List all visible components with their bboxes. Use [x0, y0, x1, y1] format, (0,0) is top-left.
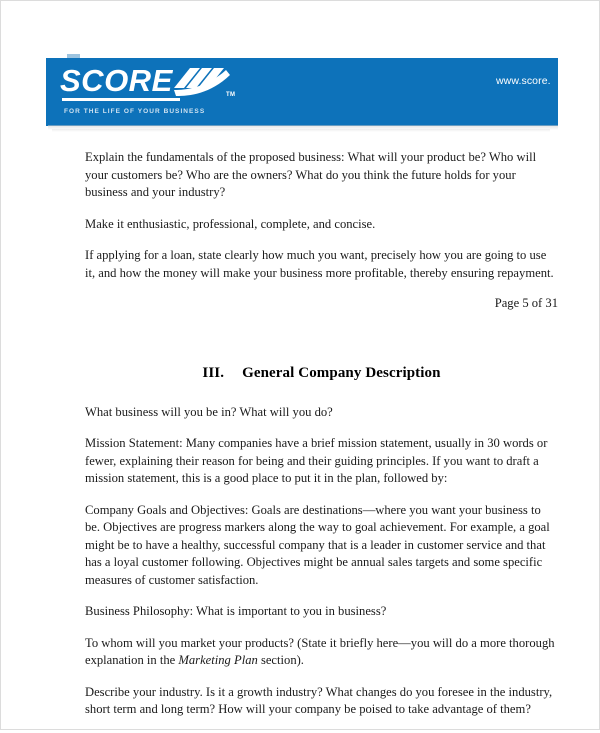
score-trademark-mark: TM	[226, 92, 236, 98]
marketing-plan-reference: Marketing Plan	[178, 653, 258, 667]
paragraph-what-business: What business will you be in? What will you do?	[85, 404, 333, 419]
score-tagline: FOR THE LIFE OF YOUR BUSINESS	[64, 108, 206, 115]
paragraph-company-goals: Company Goals and Objectives: Goals are destinations—where you want your business to be. Objectives are progress markers along the way to goal achievement. For example, a goal might be to have a healthy, successful company that is a leader in customer service and that has a loyal customer following. Objectives might be annual sales targets and some specific measures of customer satisfaction.	[85, 502, 550, 587]
heading-spacer-bottom	[85, 382, 558, 404]
paragraph-describe-industry: Describe your industry. Is it a growth industry? What changes do you foresee in the industry, short term and long term? How will your company be poised to take advantage of them?	[85, 684, 553, 716]
banner-shadow-soft	[52, 129, 550, 132]
page-number: Page 5 of 31	[494, 296, 558, 310]
score-logo-underline	[62, 98, 180, 101]
banner-website-url: www.score.	[496, 75, 551, 87]
score-banner	[46, 53, 558, 128]
section-heading	[85, 365, 558, 382]
banner-background	[46, 58, 558, 126]
heading-spacer-top	[85, 313, 558, 365]
market-text-after: section).	[257, 653, 304, 667]
section-heading-numeral: III.	[202, 364, 225, 381]
score-logo-wordmark: SCORE	[60, 63, 173, 98]
paragraph-business-philosophy: Business Philosophy: What is important to you in business?	[85, 604, 387, 618]
document-body	[85, 149, 558, 733]
market-text-before: To whom will you market your products? (State it briefly here—you will do a more thorough explanation in the	[85, 635, 555, 667]
score-swoosh-icon	[172, 66, 234, 102]
paragraph-applying-for-loan: If applying for a loan, state clearly how much you want, precisely how you are going to use it, and how the money will make your business more profitable, thereby ensuring repayment.	[85, 248, 554, 280]
section-heading-title: General Company Description	[242, 364, 441, 381]
paragraph-make-it-enthusiastic: Make it enthusiastic, professional, complete, and concise.	[85, 216, 376, 231]
paragraph-market-products	[85, 635, 558, 670]
paragraph-mission-statement: Mission Statement: Many companies have a brief mission statement, usually in 30 words or fewer, explaining their reason for being and their guiding principles. If you want to draft a mission statement, this is a good place to put it in the plan, followed by:	[85, 436, 548, 485]
paragraph-explain-fundamentals: Explain the fundamentals of the proposed business: What will your product be? Who will your customers be? Who are the owners? What do you think the future holds for your business and your industry?	[85, 150, 537, 199]
score-logo	[60, 64, 250, 122]
